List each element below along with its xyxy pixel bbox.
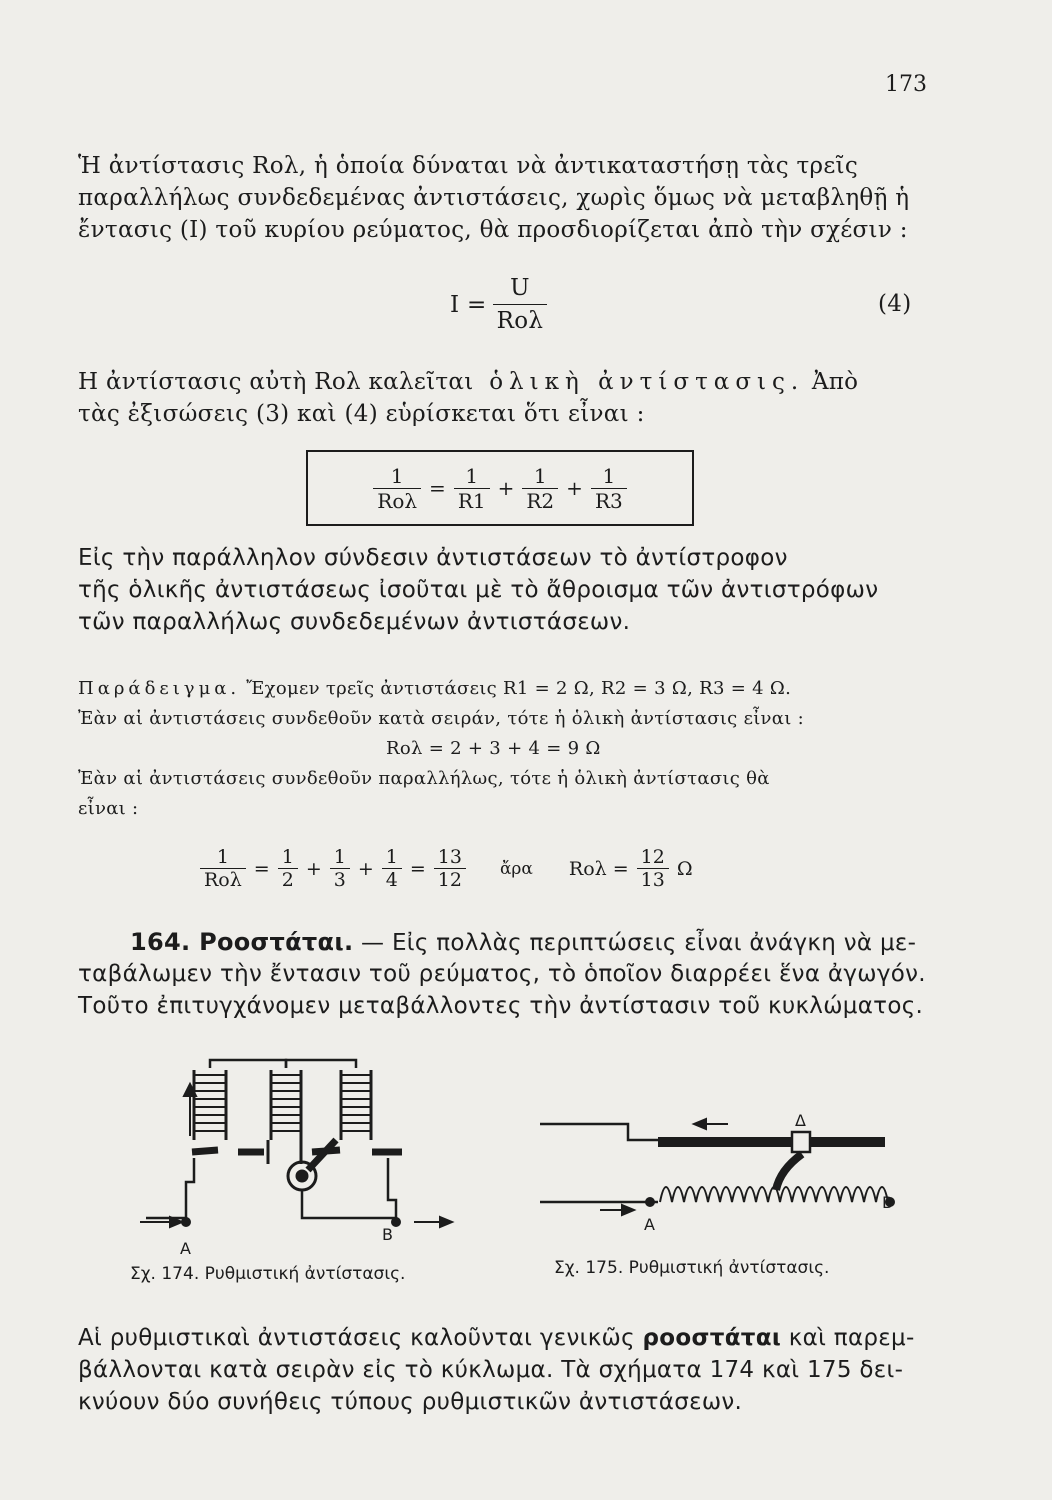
unit: Ω [676,857,693,880]
numerator: 1 [385,846,398,868]
text-line: τὰς ἐξισώσεις (3) καὶ (4) εὑρίσκεται ὅτι εἶναι : [78,401,645,427]
numerator: U [510,275,530,301]
result-lhs: Rολ = [568,857,629,880]
text-line: Ἐὰν αἱ ἀντιστάσεις συνδεθοῦν παραλλήλως, τότε ἡ ὁλικὴ ἀντίστασις θὰ [78,768,770,789]
equals-sign: = [409,857,426,880]
text-line: βάλλονται κατὰ σειρὰν εἰς τὸ κύκλωμα. Τὰ σχήματα 174 καὶ 175 δει- [78,1357,904,1383]
series-equation: Rολ = 2 + 3 + 4 = 9 Ω [386,738,601,759]
text-run: Ἔχομεν τρεῖς ἀντιστάσεις R1 = 2 Ω, R2 = 3 Ω, R3 = 4 Ω. [246,678,792,699]
numerator: 1 [281,846,294,868]
plus-sign: + [305,857,322,880]
text-line: Ἐὰν αἱ ἀντιστάσεις συνδεθοῦν κατὰ σειράν, τότε ἡ ὁλικὴ ἀντίστασις εἶναι : [78,708,804,729]
equation-4 [450,272,547,337]
emphasis-term: ὁλικὴ ἀντίστασις. [489,369,805,395]
denominator: Rολ [373,488,421,513]
equals-sign: = [429,476,446,500]
figure-175-caption: Σχ. 175. Ρυθμιστική ἀντίστασις. [554,1258,830,1278]
text-run: Αἱ ρυθμιστικαὶ ἀντιστάσεις καλοῦνται γενικῶς [78,1325,635,1351]
therefore-word: ἄρα [499,858,533,879]
denominator: Rολ [200,868,246,891]
denominator: Rολ [493,304,548,337]
slider-d-label: Δ [795,1111,806,1130]
coil-3 [341,1070,371,1140]
fraction [637,846,669,891]
numerator: 1 [390,463,404,488]
fraction [434,846,466,891]
denominator: R2 [522,488,558,513]
figure-174-caption: Σχ. 174. Ρυθμιστική ἀντίστασις. [130,1264,406,1284]
parallel-equation [200,846,693,891]
numerator: 1 [533,463,547,488]
fraction [454,464,490,513]
example-block [78,674,958,824]
text-run: καὶ παρεμ- [788,1325,915,1351]
fraction [493,272,548,337]
section-164 [130,926,970,959]
final-paragraph [78,1322,958,1418]
numerator: 1 [333,846,346,868]
equation-tag: (4) [878,291,912,317]
equals-sign: = [253,857,270,880]
text-line: Τοῦτο ἐπιτυγχάνομεν μεταβάλλοντες τὴν ἀντίστασιν τοῦ κυκλώματος. [78,993,924,1019]
fraction [373,464,421,513]
page-number: 173 [885,72,927,97]
plus-sign: + [497,476,515,500]
terminal-b-label: B [382,1225,393,1244]
numerator: 1 [216,846,229,868]
text-line: ἔντασις (I) τοῦ κυρίου ρεύματος, θὰ προσδιορίζεται ἀπὸ τὴν σχέσιν : [78,217,908,243]
fraction [330,846,350,891]
terminal-b-label: B [882,1193,893,1212]
fraction [522,464,558,513]
denominator: R1 [454,488,490,513]
text-line: κνύουν δύο συνήθεις τύπους ρυθμιστικῶν ἀντιστάσεων. [78,1389,743,1415]
text-line: ταβάλωμεν τὴν ἔντασιν τοῦ ρεύματος, τὸ ὁποῖον διαρρέει ἕνα ἀγωγόν. [78,961,926,987]
text-run: Η ἀντίστασις αὐτὴ Rολ καλεῖται [78,369,474,395]
denominator: 12 [434,868,466,891]
boxed-formula [306,450,694,526]
numerator: 1 [465,463,479,488]
text-line: παραλλήλως συνδεδεμένας ἀντιστάσεις, χωρὶς ὅμως νὰ μεταβληθῇ ἡ [78,185,910,211]
eq-lhs: I = [450,291,487,318]
denominator: 3 [330,868,350,891]
text-line: εἶναι : [78,798,139,819]
numerator: 1 [602,463,616,488]
figure-174-diagram [126,1040,486,1260]
plus-sign: + [566,476,583,500]
terminal-a-label: A [180,1239,191,1258]
section-164-body [78,958,958,1022]
coil-2 [271,1070,301,1140]
numerator: 13 [437,846,462,868]
plus-sign: + [357,857,374,880]
fraction [591,464,627,513]
denominator: 4 [382,868,402,891]
text-line: τῶν παραλλήλως συνδεδεμένων ἀντιστάσεων. [78,609,631,635]
text-line [78,366,948,398]
text-line [78,674,958,704]
text-line [78,1322,958,1354]
paragraph-2 [78,366,948,430]
figure-175-diagram [540,1110,910,1240]
numerator: 12 [640,846,665,868]
terminal-a-label: A [644,1215,655,1234]
rule-statement [78,542,958,638]
denominator: 13 [637,868,669,891]
paragraph-1 [78,150,948,246]
text-run: Ἀπὸ [811,369,859,395]
section-heading: 164. Ροοστάται. [130,928,354,956]
text-line [130,926,970,959]
denominator: R3 [591,488,627,513]
text-line: Εἰς τὴν παράλληλον σύνδεσιν ἀντιστάσεων τὸ ἀντίστροφον [78,545,788,571]
fraction [278,846,298,891]
example-label: Παράδειγμα. [78,678,241,699]
text-line: τῆς ὁλικῆς ἀντιστάσεως ἰσοῦται μὲ τὸ ἄθροισμα τῶν ἀντιστρόφων [78,577,879,603]
coil-1 [194,1070,226,1140]
denominator: 2 [278,868,298,891]
fraction [200,846,246,891]
fraction [382,846,402,891]
text-run: — Εἰς πολλὰς περιπτώσεις εἶναι ἀνάγκη νὰ με- [361,930,917,956]
bold-term: ροοστάται [642,1325,782,1351]
text-line: Ἡ ἀντίστασις Rολ, ἡ ὁποία δύναται νὰ ἀντικαταστήσῃ τὰς τρεῖς [78,153,859,179]
